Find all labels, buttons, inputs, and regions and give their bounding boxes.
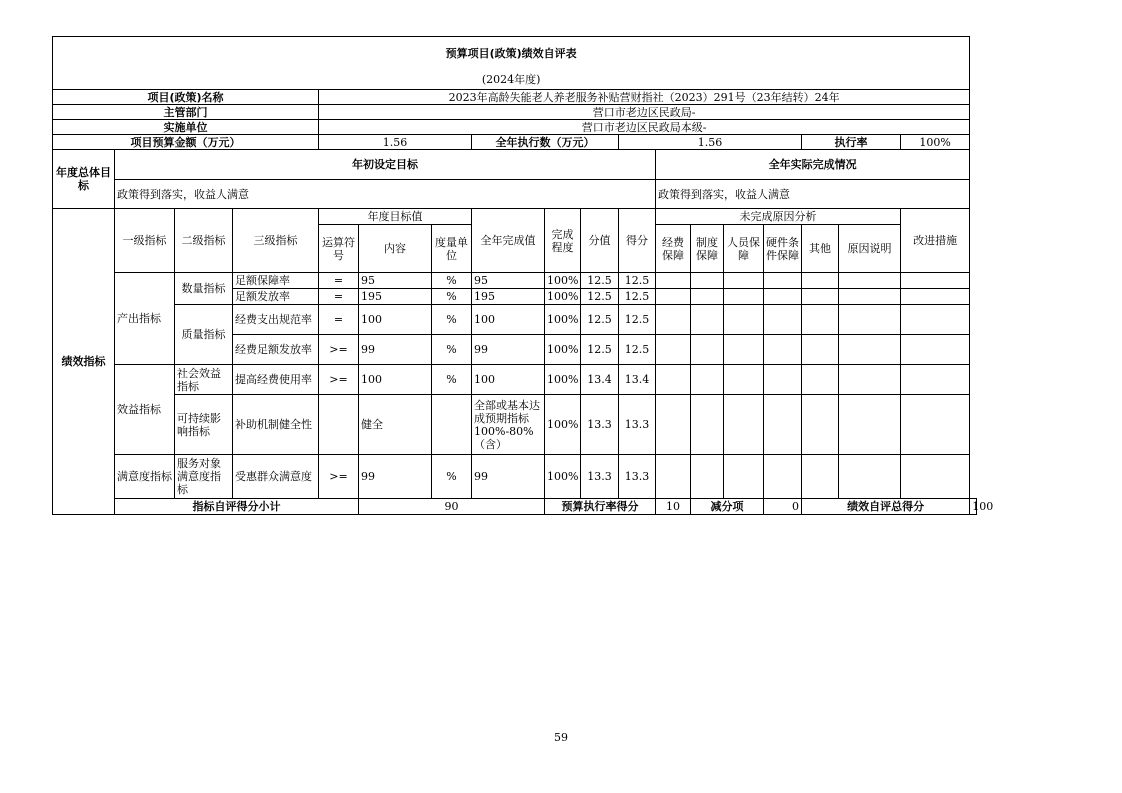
row-weight: 13.4 xyxy=(581,365,619,395)
project-name-value: 2023年高龄失能老人养老服务补贴营财指社（2023）291号（23年结转）24年 xyxy=(319,90,970,105)
row-l3: 提高经费使用率 xyxy=(233,365,319,395)
deduction-label: 减分项 xyxy=(691,499,764,515)
execution-label: 全年执行数（万元） xyxy=(472,135,619,150)
header-content: 内容 xyxy=(359,225,432,273)
header-full-year-value: 全年完成值 xyxy=(472,209,545,273)
row-weight: 12.5 xyxy=(581,289,619,305)
header-level2: 二级指标 xyxy=(175,209,233,273)
header-reason-explain: 原因说明 xyxy=(839,225,901,273)
subtotal-label: 指标自评得分小计 xyxy=(115,499,359,515)
row-l3: 经费支出规范率 xyxy=(233,305,319,335)
row-score: 12.5 xyxy=(619,273,656,289)
header-unfinished-reason: 未完成原因分析 xyxy=(656,209,901,225)
header-level1: 一级指标 xyxy=(115,209,175,273)
header-reason-system: 制度保障 xyxy=(691,225,724,273)
row-unit: % xyxy=(432,365,472,395)
self-evaluation-form xyxy=(52,36,994,515)
unit-value: 营口市老边区民政局本级- xyxy=(319,120,970,135)
row-value: 195 xyxy=(472,289,545,305)
row-score: 13.4 xyxy=(619,365,656,395)
row-weight: 13.3 xyxy=(581,395,619,455)
row-completion: 100% xyxy=(545,395,581,455)
group-service-satisfaction: 服务对象满意度指标 xyxy=(175,455,233,499)
row-op: = xyxy=(319,273,359,289)
row-value: 100 xyxy=(472,305,545,335)
total-value: 100 xyxy=(970,499,977,515)
row-completion: 100% xyxy=(545,365,581,395)
row-content: 100 xyxy=(359,305,432,335)
row-unit: % xyxy=(432,289,472,305)
row-unit: % xyxy=(432,273,472,289)
row-unit: % xyxy=(432,305,472,335)
row-weight: 13.3 xyxy=(581,455,619,499)
perf-indicators-label: 绩效指标 xyxy=(53,209,115,515)
row-op: >= xyxy=(319,455,359,499)
deduction-value: 0 xyxy=(764,499,802,515)
group-quality: 质量指标 xyxy=(175,305,233,365)
row-l3: 受惠群众满意度 xyxy=(233,455,319,499)
table-row xyxy=(53,365,977,395)
budget-score-label: 预算执行率得分 xyxy=(545,499,656,515)
header-score: 得分 xyxy=(619,209,656,273)
row-content: 195 xyxy=(359,289,432,305)
actual-completion-header: 全年实际完成情况 xyxy=(656,150,970,180)
total-label: 绩效自评总得分 xyxy=(802,499,970,515)
header-completion: 完成程度 xyxy=(545,209,581,273)
row-score: 12.5 xyxy=(619,305,656,335)
row-completion: 100% xyxy=(545,289,581,305)
header-reason-funding: 经费保障 xyxy=(656,225,691,273)
group-satisfaction: 满意度指标 xyxy=(115,455,175,499)
table-row xyxy=(53,305,977,335)
budget-value: 1.56 xyxy=(319,135,472,150)
row-l3: 足额保障率 xyxy=(233,273,319,289)
page-number: 59 xyxy=(554,731,568,744)
table-row xyxy=(53,455,977,499)
row-value: 全部或基本达成预期指标100%-80%（含） xyxy=(472,395,545,455)
row-content: 100 xyxy=(359,365,432,395)
actual-completion-text: 政策得到落实，收益人满意 xyxy=(656,180,970,209)
row-content: 99 xyxy=(359,335,432,365)
unit-label: 实施单位 xyxy=(53,120,319,135)
header-reason-other: 其他 xyxy=(802,225,839,273)
row-op: >= xyxy=(319,365,359,395)
row-op: >= xyxy=(319,335,359,365)
budget-label: 项目预算金额（万元） xyxy=(53,135,319,150)
department-label: 主管部门 xyxy=(53,105,319,120)
budget-score-value: 10 xyxy=(656,499,691,515)
table-row xyxy=(53,273,977,289)
group-social: 社会效益指标 xyxy=(175,365,233,395)
row-content: 99 xyxy=(359,455,432,499)
subtotal-value: 90 xyxy=(359,499,545,515)
group-sustain: 可持续影响指标 xyxy=(175,395,233,455)
execution-value: 1.56 xyxy=(619,135,802,150)
row-l3: 经费足额发放率 xyxy=(233,335,319,365)
row-completion: 100% xyxy=(545,273,581,289)
row-score: 12.5 xyxy=(619,289,656,305)
row-value: 99 xyxy=(472,455,545,499)
row-value: 95 xyxy=(472,273,545,289)
row-content: 健全 xyxy=(359,395,432,455)
header-unit: 度量单位 xyxy=(432,225,472,273)
row-value: 100 xyxy=(472,365,545,395)
row-weight: 12.5 xyxy=(581,335,619,365)
row-completion: 100% xyxy=(545,335,581,365)
row-score: 13.3 xyxy=(619,455,656,499)
initial-goal-header: 年初设定目标 xyxy=(115,150,656,180)
row-unit: % xyxy=(432,455,472,499)
row-unit xyxy=(432,395,472,455)
form-title: 预算项目(政策)绩效自评表 xyxy=(53,37,970,70)
annual-goal-label: 年度总体目标 xyxy=(53,150,115,209)
table-row xyxy=(53,395,977,455)
form-year: (2024年度) xyxy=(53,69,970,90)
row-op: = xyxy=(319,305,359,335)
header-reason-hardware: 硬件条件保障 xyxy=(764,225,802,273)
initial-goal-text: 政策得到落实，收益人满意 xyxy=(115,180,656,209)
row-op xyxy=(319,395,359,455)
row-completion: 100% xyxy=(545,305,581,335)
row-score: 12.5 xyxy=(619,335,656,365)
row-l3: 足额发放率 xyxy=(233,289,319,305)
group-quantity: 数量指标 xyxy=(175,273,233,305)
rate-value: 100% xyxy=(901,135,970,150)
header-improvement: 改进措施 xyxy=(901,209,970,273)
row-l3: 补助机制健全性 xyxy=(233,395,319,455)
header-reason-personnel: 人员保障 xyxy=(724,225,764,273)
row-weight: 12.5 xyxy=(581,273,619,289)
row-op: = xyxy=(319,289,359,305)
row-completion: 100% xyxy=(545,455,581,499)
row-value: 99 xyxy=(472,335,545,365)
header-score-value: 分值 xyxy=(581,209,619,273)
rate-label: 执行率 xyxy=(802,135,901,150)
row-weight: 12.5 xyxy=(581,305,619,335)
project-name-label: 项目(政策)名称 xyxy=(53,90,319,105)
group-benefit: 效益指标 xyxy=(115,365,175,455)
row-content: 95 xyxy=(359,273,432,289)
department-value: 营口市老边区民政局- xyxy=(319,105,970,120)
row-unit: % xyxy=(432,335,472,365)
evaluation-table xyxy=(52,36,994,515)
row-score: 13.3 xyxy=(619,395,656,455)
header-annual-target: 年度目标值 xyxy=(319,209,472,225)
group-output: 产出指标 xyxy=(115,273,175,365)
header-operator: 运算符号 xyxy=(319,225,359,273)
header-level3: 三级指标 xyxy=(233,209,319,273)
